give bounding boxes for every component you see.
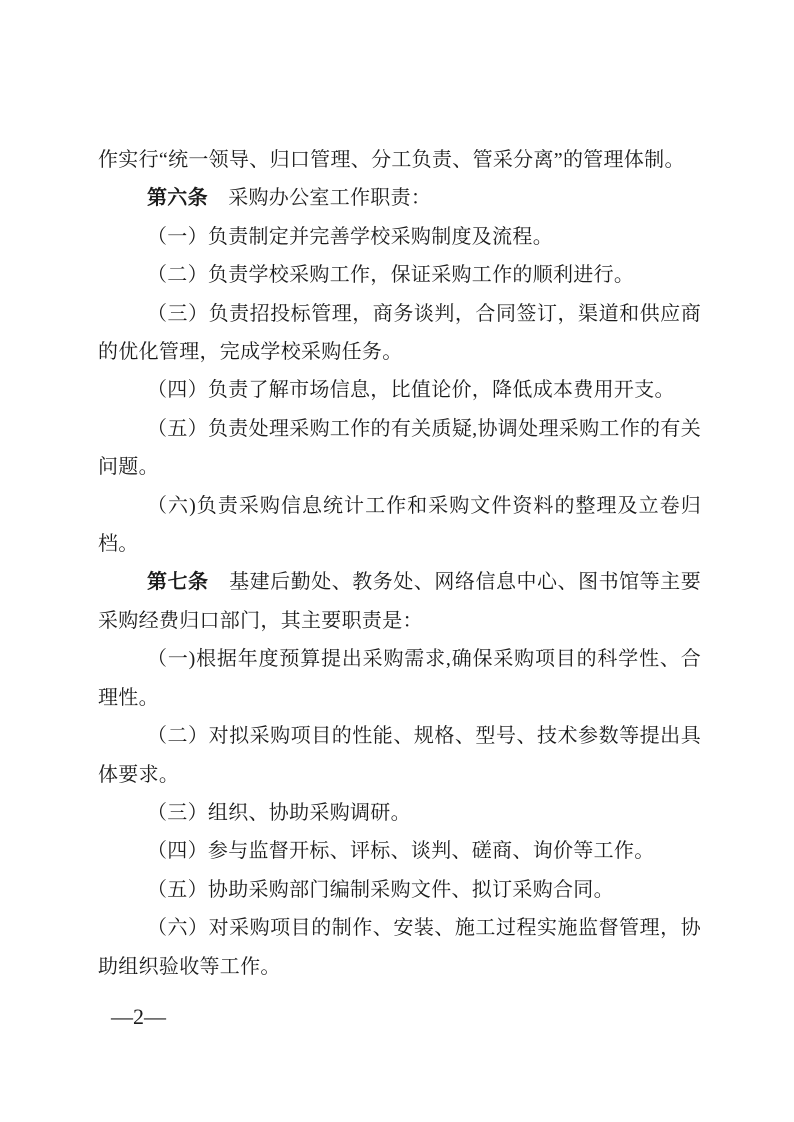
article-6-item-2: （二）负责学校采购工作，保证采购工作的顺利进行。 (147, 264, 635, 287)
article-6-title: 采购办公室工作职责： (207, 187, 432, 210)
article-6-item-6: （六)负责采购信息统计工作和采购文件资料的整理及立卷归档。 (98, 494, 701, 556)
continuation-paragraph: 作实行“统一领导、归口管理、分工负责、管采分离”的管理体制。 (98, 149, 685, 171)
page-number: —2— (111, 1004, 166, 1029)
article-7-item-4: （四）参与监督开标、评标、谈判、磋商、询价等工作。 (147, 840, 655, 863)
article-7-item-2: （二）对拟采购项目的性能、规格、型号、技术参数等提出具体要求。 (98, 725, 701, 786)
article-6-item-1: （一）负责制定并完善学校采购制度及流程。 (147, 225, 553, 248)
article-6-number: 第六条 (147, 187, 208, 210)
article-7-title: 基建后勤处、教务处、网络信息中心、图书馆等主要采购经费归口部门，其主要职责是： (98, 571, 702, 632)
article-7-item-3: （三）组织、协助采购调研。 (147, 801, 411, 824)
article-6-item-4: （四）负责了解市场信息，比值论价，降低成本费用开支。 (147, 379, 675, 402)
document-body (98, 141, 701, 986)
article-6-heading (98, 179, 701, 217)
article-7-number: 第七条 (147, 571, 209, 594)
article-7-heading (98, 563, 701, 640)
article-6-item-3: （三）负责招投标管理，商务谈判，合同签订，渠道和供应商的优化管理，完成学校采购任务。 (98, 302, 701, 364)
article-7-item-1: （一)根据年度预算提出采购需求,确保采购项目的科学性、合理性。 (98, 648, 701, 709)
article-6-item-5: （五）负责处理采购工作的有关质疑,协调处理采购工作的有关问题。 (98, 417, 701, 479)
article-7-item-5: （五）协助采购部门编制采购文件、拟订采购合同。 (147, 878, 614, 901)
article-7-item-6: （六）对采购项目的制作、安装、施工过程实施监督管理，协助组织验收等工作。 (98, 917, 701, 978)
